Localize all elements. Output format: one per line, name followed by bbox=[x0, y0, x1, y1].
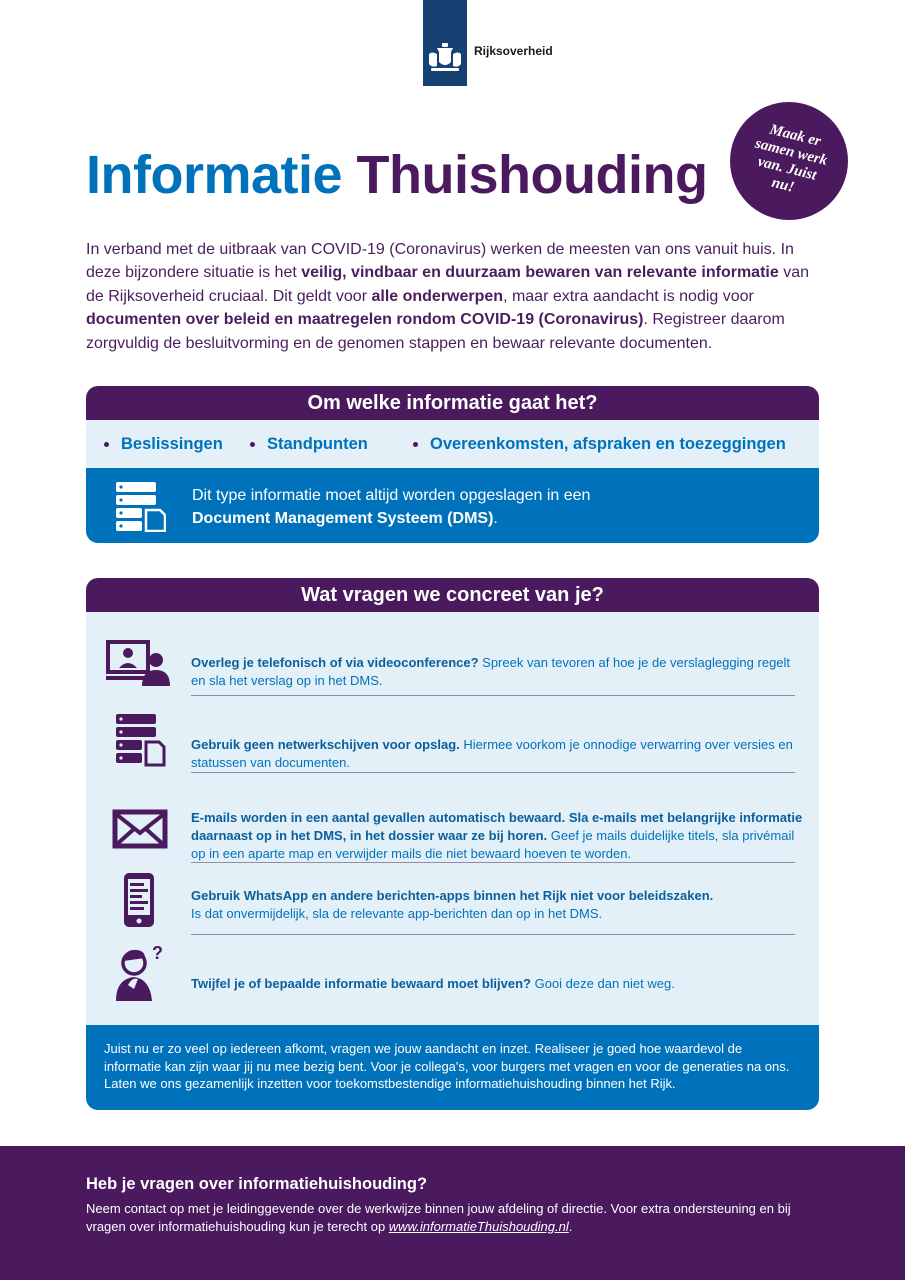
bullet-list bbox=[86, 420, 819, 468]
item-bold: Overleg je telefonisch of via videoconference? bbox=[191, 655, 479, 670]
video-conference-icon bbox=[106, 638, 172, 690]
intro-bold-2: alle onderwerpen bbox=[371, 287, 504, 305]
bullet-dot bbox=[250, 442, 255, 447]
item-bold: Gebruik geen netwerkschijven voor opslag. bbox=[191, 737, 460, 752]
dms-text-bold: Document Management Systeem (DMS) bbox=[192, 510, 494, 527]
item-text bbox=[191, 975, 803, 993]
intro-text-4: . Registreer daarom zorgvuldig de besluitvorming en de genomen stappen en bewaar relevante documenten. bbox=[86, 311, 785, 352]
intro-text-3: , maar extra aandacht is nodig voor bbox=[503, 287, 754, 305]
item-normal: Gooi deze dan niet weg. bbox=[531, 976, 675, 991]
section1-heading: Om welke informatie gaat het? bbox=[86, 386, 819, 420]
divider bbox=[191, 772, 795, 773]
item-normal: Is dat onvermijdelijk, sla de relevante app-berichten dan op in het DMS. bbox=[191, 906, 603, 921]
item-normal: Geef je mails duidelijke titels, sla privémail op in een aparte map en verwijder mails die niet bewaard hoeven te worden. bbox=[191, 828, 795, 861]
intro-text-2: van de Rijksoverheid cruciaal. Dit geldt voor bbox=[86, 264, 809, 305]
badge-text: Maak er samen werk van. Juist nu! bbox=[753, 121, 829, 196]
intro-bold-3: documenten over beleid en maatregelen rondom COVID-19 (Coronavirus) bbox=[86, 311, 644, 329]
bullet-dot bbox=[104, 442, 109, 447]
information-types-box bbox=[86, 386, 819, 543]
divider bbox=[191, 695, 795, 696]
coat-of-arms-icon bbox=[423, 40, 467, 80]
item-bold: Twijfel je of bepaalde informatie bewaard moet blijven? bbox=[191, 976, 531, 991]
item-text bbox=[191, 887, 803, 923]
bullet-label: Overeenkomsten, afspraken en toezeggingen bbox=[430, 434, 786, 453]
intro-paragraph bbox=[86, 238, 826, 355]
footer-body: Neem contact op met je leidinggevende over de werkwijze binnen jouw afdeling of directie. Voor extra ondersteuning en bij vragen over informatiehuishouding kun je terecht op bbox=[86, 1201, 791, 1234]
server-document-icon bbox=[114, 480, 166, 532]
bullet-item bbox=[250, 435, 413, 454]
divider bbox=[191, 862, 795, 863]
intro-text-1: In verband met de uitbraak van COVID-19 (Coronavirus) werken de meesten van ons vanuit huis. In deze bijzondere situatie is het bbox=[86, 241, 794, 282]
item-text bbox=[191, 736, 803, 772]
item-text bbox=[191, 654, 803, 690]
footer-text bbox=[86, 1200, 826, 1235]
page-title bbox=[86, 138, 707, 212]
item-bold: Gebruik WhatsApp en andere berichten-apps binnen het Rijk niet voor beleidszaken. bbox=[191, 888, 714, 903]
intro-bold-1: veilig, vindbaar en duurzaam bewaren van relevante informatie bbox=[301, 264, 779, 282]
title-part1: Informatie bbox=[86, 145, 357, 205]
footer bbox=[0, 1146, 905, 1280]
item-text bbox=[191, 809, 803, 863]
dms-banner bbox=[86, 468, 819, 543]
doubting-person-icon bbox=[114, 943, 170, 1003]
bullet-item bbox=[413, 435, 786, 454]
divider bbox=[191, 934, 795, 935]
server-document-icon bbox=[114, 712, 166, 768]
footer-title: Heb je vragen over informatiehuishouding? bbox=[86, 1175, 428, 1193]
rijksoverheid-logo-bar bbox=[423, 0, 467, 86]
requests-box bbox=[86, 578, 819, 1110]
logo-text: Rijksoverheid bbox=[474, 44, 553, 58]
bullet-label: Beslissingen bbox=[121, 434, 223, 453]
website-link[interactable]: www.informatieThuishouding.nl bbox=[388, 1218, 569, 1234]
envelope-icon bbox=[112, 809, 168, 851]
section2-heading: Wat vragen we concreet van je? bbox=[86, 578, 819, 612]
item-normal: Spreek van tevoren af hoe je de verslaglegging regelt en sla het verslag op in het DMS. bbox=[191, 655, 791, 688]
item-normal: Hiermee voorkom je onnodige verwarring over versies en statussen van documenten. bbox=[191, 737, 793, 770]
smartphone-icon bbox=[122, 871, 156, 929]
title-part2: Thuishouding bbox=[356, 145, 708, 205]
svg-text:?: ? bbox=[152, 943, 163, 963]
bullet-dot bbox=[413, 442, 418, 447]
request-list bbox=[86, 612, 819, 1025]
bullet-item bbox=[104, 435, 250, 454]
footer-end: . bbox=[568, 1218, 573, 1234]
dms-text bbox=[192, 484, 590, 530]
slogan-badge bbox=[730, 102, 848, 220]
bullet-label: Standpunten bbox=[267, 434, 368, 453]
dms-text-normal: Dit type informatie moet altijd worden opgeslagen in een bbox=[192, 487, 591, 504]
closing-message: Juist nu er zo veel op iedereen afkomt, vragen we jouw aandacht en inzet. Realiseer je goed hoe waardevol de informatie kan zijn waar jij nu mee bezig bent. Voor je collega's, voor burgers met vragen en voor de generaties na ons. Laten we ons gezamenlijk inzetten voor toekomstbestendige informatiehuishouding binnen het Rijk. bbox=[86, 1025, 819, 1110]
dms-text-end: . bbox=[493, 510, 498, 527]
item-bold: E-mails worden in een aantal gevallen automatisch bewaard. Sla e-mails met belangrijke informatie daarnaast op in het DMS, in het dossier waar ze bij horen. bbox=[191, 810, 803, 843]
